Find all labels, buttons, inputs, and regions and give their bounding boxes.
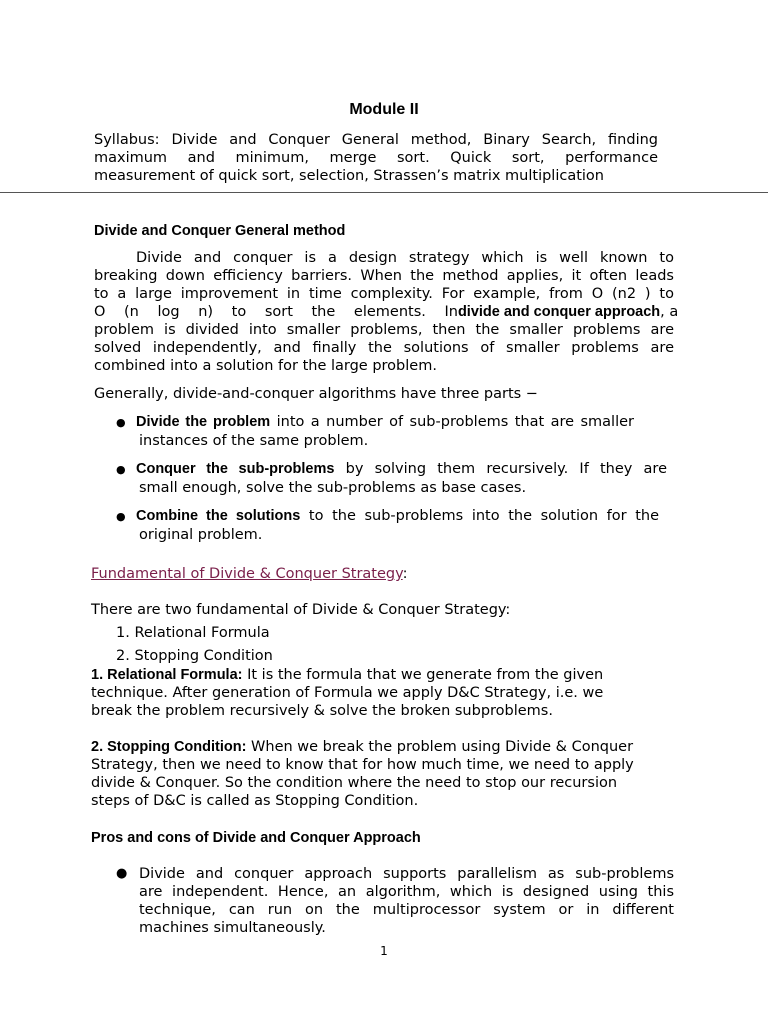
parts-intro: Generally, divide-and-conquer algorithms have three parts − [94,386,538,402]
bold-term: Divide the problem [136,414,271,430]
paragraph-line [91,738,633,756]
bold-term: 2. Stopping Condition: [91,739,247,755]
syllabus-line: measurement of quick sort, selection, Strassen’s matrix multiplication [94,168,604,184]
horizontal-divider [0,192,768,193]
list-item [136,460,667,478]
bold-term: 1. Relational Formula: [91,667,243,683]
paragraph-line: combined into a solution for the large problem. [94,358,437,374]
text-span: , a [660,304,679,320]
paragraph-line: technique. After generation of Formula we apply D&C Strategy, i.e. we [91,685,604,701]
paragraph-line [94,303,679,321]
fundamental-heading-link[interactable]: Fundamental of Divide & Conquer Strategy [91,566,403,582]
text-span [458,303,678,321]
list-item-continuation: machines simultaneously. [139,920,326,936]
numbered-item: 2. Stopping Condition [116,648,273,664]
bullet-icon: ● [116,416,126,429]
paragraph-line: Divide and conquer is a design strategy which is well known to [136,250,674,266]
section-heading: Divide and Conquer General method [94,223,346,239]
bullet-icon: ● [116,866,128,881]
list-item-continuation: original problem. [139,527,263,543]
bullet-icon: ● [116,463,126,476]
syllabus-line: maximum and minimum, merge sort. Quick sort, performance [94,150,658,166]
bold-term: Conquer the sub-problems [136,461,335,477]
paragraph-line: problem is divided into smaller problems, then the smaller problems are [94,322,674,338]
section-heading: Pros and cons of Divide and Conquer Approach [91,830,421,846]
page-title: Module II [349,101,419,118]
list-item: Divide and conquer approach supports parallelism as sub-problems [139,866,674,882]
text-span: into a number of sub-problems that are smaller [270,414,634,430]
bullet-icon: ● [116,510,126,523]
list-item-continuation: small enough, solve the sub-problems as base cases. [139,480,527,496]
paragraph-line [91,666,603,684]
text-span: O (n log n) to sort the elements. In [94,304,458,320]
syllabus-line: Syllabus: Divide and Conquer General method, Binary Search, finding [94,132,658,148]
paragraph-line: breaking down efficiency barriers. When the method applies, it often leads [94,268,674,284]
text-span: : [402,566,408,582]
list-item [136,507,659,525]
paragraph-line: to a large improvement in time complexity. For example, from O (n2 ) to [94,286,674,302]
text-span: by solving them recursively. If they are [334,461,667,477]
list-item [136,413,634,431]
paragraph-line: break the problem recursively & solve the broken subproblems. [91,703,553,719]
section-heading [91,565,408,583]
list-item-continuation: are independent. Hence, an algorithm, which is designed using this [139,884,674,900]
paragraph-line: Strategy, then we need to know that for how much time, we need to apply [91,757,634,773]
page-number: 1 [380,944,388,958]
paragraph-line: divide & Conquer. So the condition where the need to stop our recursion [91,775,618,791]
paragraph-line: solved independently, and finally the solutions of smaller problems are [94,340,674,356]
bold-term: Combine the solutions [136,508,301,524]
paragraph-line: steps of D&C is called as Stopping Condition. [91,793,419,809]
list-item-continuation: instances of the same problem. [139,433,369,449]
numbered-item: 1. Relational Formula [116,625,270,641]
text-span: to the sub-problems into the solution for the [300,508,660,524]
list-item-continuation: technique, can run on the multiprocessor system or in different [139,902,674,918]
text-span: It is the formula that we generate from the given [242,667,604,683]
fundamental-intro: There are two fundamental of Divide & Conquer Strategy: [91,602,511,618]
bold-term: divide and conquer approach [457,304,661,320]
text-span: When we break the problem using Divide & Conquer [246,739,634,755]
